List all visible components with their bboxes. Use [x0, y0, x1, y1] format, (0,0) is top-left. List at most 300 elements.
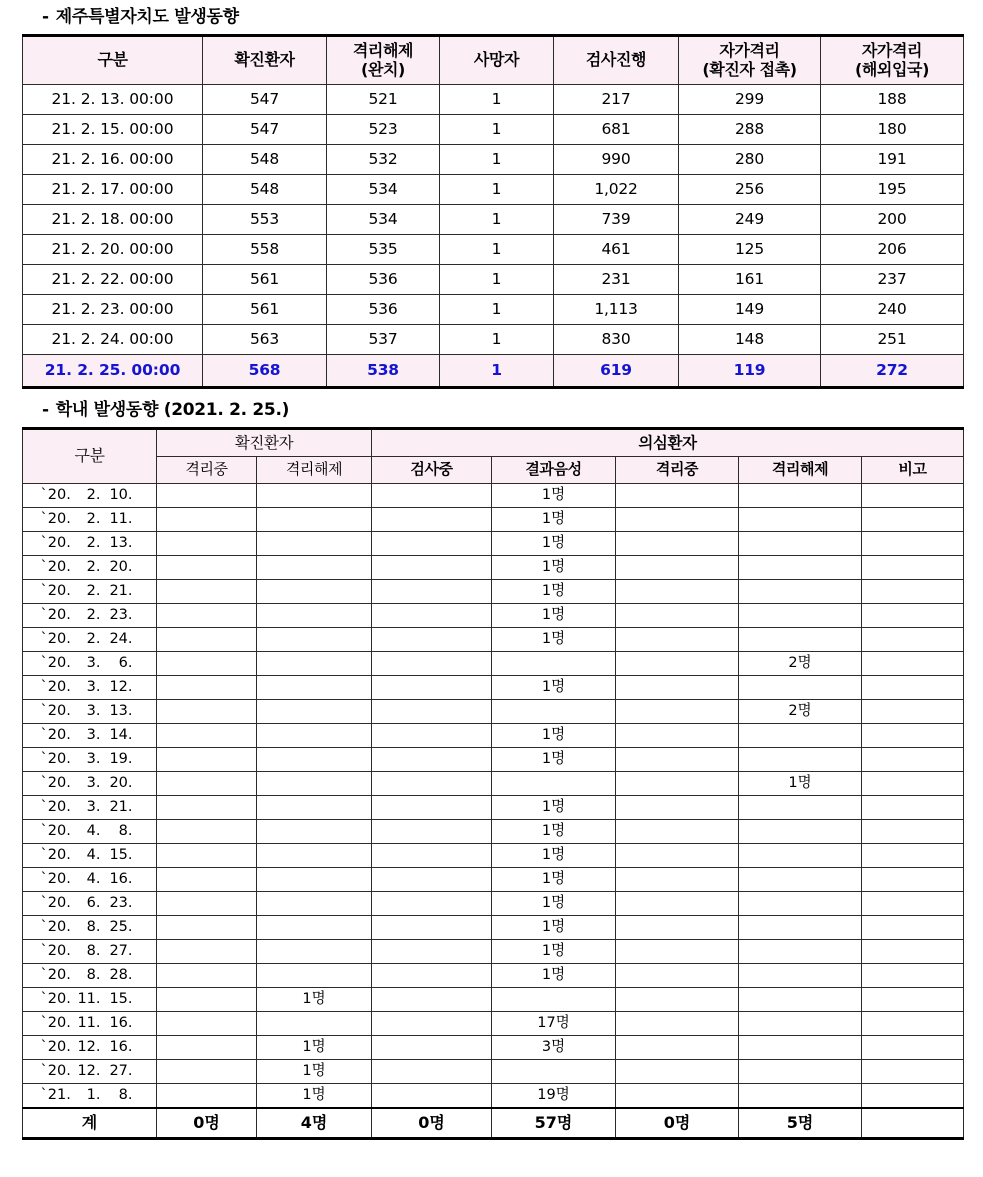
cell-confirmed-released	[257, 844, 372, 868]
row-date-year: `20.	[40, 654, 71, 671]
row-date-year: `20.	[40, 966, 71, 983]
group-header-confirmed: 확진환자	[157, 429, 372, 457]
row-date: 21. 2. 16. 00:00	[23, 145, 203, 175]
cell-suspected-negative: 1명	[492, 820, 616, 844]
cell-remark	[862, 844, 964, 868]
col-header-confirmed	[203, 36, 327, 85]
table-row	[23, 1060, 964, 1084]
cell-confirmed-released	[257, 940, 372, 964]
table-row	[23, 868, 964, 892]
col-header-quarantine-overseas-label: 자가격리	[861, 41, 923, 61]
row-testing: 1,113	[554, 295, 679, 325]
provincial-header-row	[23, 36, 964, 85]
row-date-month: 8.	[86, 966, 101, 983]
row-date-day: 27.	[109, 1062, 133, 1079]
row-date-year: `20.	[40, 894, 71, 911]
row-date-day: 15.	[109, 990, 133, 1007]
row-date-year: `20.	[40, 558, 71, 575]
cell-suspected-testing	[372, 652, 492, 676]
row-date	[23, 700, 157, 724]
cell-suspected-released	[739, 724, 862, 748]
cell-suspected-released: 2명	[739, 700, 862, 724]
cell-suspected-released	[739, 508, 862, 532]
row-date-year: `20.	[40, 678, 71, 695]
cell-suspected-released	[739, 916, 862, 940]
cell-suspected-negative	[492, 652, 616, 676]
row-date-month: 2.	[86, 486, 101, 503]
row-released: 536	[327, 295, 440, 325]
col-header-quarantine-overseas	[821, 36, 964, 85]
row-confirmed: 548	[203, 145, 327, 175]
col-header-suspected-isolating: 격리중	[616, 457, 739, 484]
row-date	[23, 748, 157, 772]
row-date-day: 6.	[118, 654, 133, 671]
table-row	[23, 235, 964, 265]
row-testing: 739	[554, 205, 679, 235]
row-date-year: `20.	[40, 1062, 71, 1079]
cell-suspected-released	[739, 676, 862, 700]
row-released: 534	[327, 175, 440, 205]
col-header-remark: 비고	[862, 457, 964, 484]
row-date: 21. 2. 23. 00:00	[23, 295, 203, 325]
row-date	[23, 1012, 157, 1036]
row-confirmed: 547	[203, 85, 327, 115]
row-date: 21. 2. 20. 00:00	[23, 235, 203, 265]
row-date	[23, 580, 157, 604]
cell-suspected-testing	[372, 628, 492, 652]
section-title-text: 제주특별자치도 발생동향	[55, 7, 239, 27]
table-row	[23, 1036, 964, 1060]
row-date-month: 2.	[86, 582, 101, 599]
row-quarantine-overseas: 272	[821, 355, 964, 388]
row-quarantine-overseas: 251	[821, 325, 964, 355]
row-quarantine-overseas: 180	[821, 115, 964, 145]
col-header-campus-gubun: 구분	[23, 429, 157, 484]
cell-confirmed-isolating	[157, 604, 257, 628]
cell-confirmed-released	[257, 700, 372, 724]
table-row	[23, 724, 964, 748]
cell-remark	[862, 700, 964, 724]
row-testing: 231	[554, 265, 679, 295]
row-quarantine-contact: 299	[679, 85, 821, 115]
row-testing: 681	[554, 115, 679, 145]
cell-suspected-released	[739, 1084, 862, 1109]
cell-suspected-testing	[372, 892, 492, 916]
cell-suspected-released	[739, 964, 862, 988]
cell-confirmed-released	[257, 532, 372, 556]
row-quarantine-overseas: 240	[821, 295, 964, 325]
cell-remark	[862, 940, 964, 964]
cell-remark	[862, 820, 964, 844]
cell-confirmed-isolating	[157, 580, 257, 604]
cell-remark	[862, 628, 964, 652]
cell-confirmed-released	[257, 964, 372, 988]
cell-confirmed-isolating	[157, 964, 257, 988]
cell-suspected-negative: 1명	[492, 628, 616, 652]
row-date	[23, 892, 157, 916]
cell-suspected-negative: 1명	[492, 532, 616, 556]
table-row	[23, 1084, 964, 1109]
total-suspected-released: 5명	[739, 1108, 862, 1139]
cell-suspected-negative: 1명	[492, 892, 616, 916]
cell-suspected-isolating	[616, 940, 739, 964]
row-date	[23, 796, 157, 820]
cell-suspected-released	[739, 988, 862, 1012]
row-date	[23, 988, 157, 1012]
table-row	[23, 676, 964, 700]
cell-remark	[862, 484, 964, 508]
table-row	[23, 820, 964, 844]
cell-suspected-isolating	[616, 1036, 739, 1060]
row-date-day: 13.	[109, 702, 133, 719]
cell-confirmed-released	[257, 604, 372, 628]
total-confirmed-released: 4명	[257, 1108, 372, 1139]
col-header-released	[327, 36, 440, 85]
col-header-suspected-negative: 결과음성	[492, 457, 616, 484]
cell-suspected-isolating	[616, 508, 739, 532]
table-row	[23, 844, 964, 868]
row-date-year: `20.	[40, 630, 71, 647]
row-quarantine-overseas: 191	[821, 145, 964, 175]
row-confirmed: 553	[203, 205, 327, 235]
cell-confirmed-released	[257, 748, 372, 772]
row-date-year: `20.	[40, 870, 71, 887]
row-confirmed: 561	[203, 265, 327, 295]
cell-remark	[862, 556, 964, 580]
row-confirmed: 558	[203, 235, 327, 265]
col-header-released-sub: (완치)	[361, 59, 405, 79]
cell-suspected-released	[739, 628, 862, 652]
row-released: 534	[327, 205, 440, 235]
row-released: 537	[327, 325, 440, 355]
cell-suspected-released	[739, 1012, 862, 1036]
row-date-year: `20.	[40, 486, 71, 503]
row-date-month: 3.	[86, 798, 101, 815]
table-row	[23, 484, 964, 508]
total-suspected-negative: 57명	[492, 1108, 616, 1139]
row-quarantine-contact: 161	[679, 265, 821, 295]
cell-suspected-isolating	[616, 652, 739, 676]
row-date: 21. 2. 13. 00:00	[23, 85, 203, 115]
cell-confirmed-released	[257, 820, 372, 844]
cell-suspected-testing	[372, 844, 492, 868]
cell-suspected-released	[739, 556, 862, 580]
row-testing: 461	[554, 235, 679, 265]
row-date-year: `20.	[40, 726, 71, 743]
cell-suspected-negative: 19명	[492, 1084, 616, 1109]
table-row	[23, 892, 964, 916]
row-date-day: 16.	[109, 1014, 133, 1031]
row-quarantine-contact: 288	[679, 115, 821, 145]
cell-suspected-testing	[372, 676, 492, 700]
row-quarantine-overseas: 206	[821, 235, 964, 265]
row-date-month: 11.	[77, 990, 101, 1007]
row-deaths: 1	[440, 325, 554, 355]
cell-suspected-isolating	[616, 604, 739, 628]
row-deaths: 1	[440, 295, 554, 325]
cell-confirmed-isolating	[157, 868, 257, 892]
cell-suspected-negative	[492, 700, 616, 724]
section-title-provincial	[0, 0, 983, 34]
table-row	[23, 145, 964, 175]
col-header-suspected-released: 격리해제	[739, 457, 862, 484]
cell-suspected-released	[739, 1036, 862, 1060]
cell-suspected-isolating	[616, 532, 739, 556]
col-header-deaths	[440, 36, 554, 85]
row-date	[23, 508, 157, 532]
cell-suspected-negative	[492, 988, 616, 1012]
row-date-month: 11.	[77, 1014, 101, 1031]
cell-confirmed-isolating	[157, 556, 257, 580]
row-date	[23, 820, 157, 844]
col-header-quarantine-contact	[679, 36, 821, 85]
cell-suspected-released	[739, 484, 862, 508]
row-date-day: 25.	[109, 918, 133, 935]
cell-confirmed-released	[257, 892, 372, 916]
row-confirmed: 561	[203, 295, 327, 325]
row-date-month: 1.	[86, 1086, 101, 1103]
cell-confirmed-isolating	[157, 844, 257, 868]
cell-suspected-negative: 3명	[492, 1036, 616, 1060]
row-released: 538	[327, 355, 440, 388]
row-date-month: 4.	[86, 870, 101, 887]
row-quarantine-overseas: 195	[821, 175, 964, 205]
cell-suspected-testing	[372, 988, 492, 1012]
bullet-marker-2: -	[42, 400, 49, 420]
cell-confirmed-released	[257, 772, 372, 796]
cell-confirmed-isolating	[157, 940, 257, 964]
row-date-month: 3.	[86, 774, 101, 791]
row-date: 21. 2. 25. 00:00	[23, 355, 203, 388]
row-quarantine-contact: 119	[679, 355, 821, 388]
table-row	[23, 508, 964, 532]
table-row	[23, 295, 964, 325]
cell-confirmed-released	[257, 556, 372, 580]
cell-remark	[862, 1084, 964, 1109]
row-deaths: 1	[440, 175, 554, 205]
cell-remark	[862, 1036, 964, 1060]
table-row	[23, 85, 964, 115]
cell-confirmed-isolating	[157, 484, 257, 508]
row-date: 21. 2. 24. 00:00	[23, 325, 203, 355]
provincial-table-wrapper	[0, 34, 983, 389]
table-row	[23, 700, 964, 724]
cell-confirmed-isolating	[157, 676, 257, 700]
cell-suspected-testing	[372, 700, 492, 724]
row-date-day: 21.	[109, 582, 133, 599]
row-date-year: `20.	[40, 942, 71, 959]
cell-suspected-negative	[492, 772, 616, 796]
row-date-month: 2.	[86, 510, 101, 527]
cell-suspected-isolating	[616, 676, 739, 700]
row-released: 523	[327, 115, 440, 145]
row-date-month: 8.	[86, 942, 101, 959]
cell-suspected-negative: 1명	[492, 724, 616, 748]
cell-confirmed-isolating	[157, 988, 257, 1012]
cell-confirmed-released	[257, 508, 372, 532]
row-quarantine-contact: 280	[679, 145, 821, 175]
cell-suspected-isolating	[616, 724, 739, 748]
row-date-month: 2.	[86, 558, 101, 575]
table-row	[23, 175, 964, 205]
row-testing: 619	[554, 355, 679, 388]
cell-confirmed-isolating	[157, 820, 257, 844]
row-date-day: 10.	[109, 486, 133, 503]
cell-suspected-released	[739, 748, 862, 772]
cell-suspected-negative: 1명	[492, 580, 616, 604]
row-date-year: `20.	[40, 990, 71, 1007]
bullet-marker: -	[42, 7, 49, 27]
cell-confirmed-released	[257, 916, 372, 940]
provincial-trend-table	[22, 34, 964, 389]
row-deaths: 1	[440, 205, 554, 235]
row-confirmed: 547	[203, 115, 327, 145]
provincial-table-body	[23, 85, 964, 388]
row-date-month: 2.	[86, 606, 101, 623]
row-date-day: 28.	[109, 966, 133, 983]
cell-remark	[862, 868, 964, 892]
cell-confirmed-isolating	[157, 1084, 257, 1109]
row-deaths: 1	[440, 85, 554, 115]
row-date	[23, 916, 157, 940]
cell-remark	[862, 532, 964, 556]
cell-suspected-isolating	[616, 820, 739, 844]
cell-suspected-testing	[372, 1060, 492, 1084]
row-date-month: 12.	[77, 1062, 101, 1079]
campus-table-body	[23, 484, 964, 1139]
row-date	[23, 1084, 157, 1109]
cell-confirmed-isolating	[157, 916, 257, 940]
table-row	[23, 964, 964, 988]
cell-remark	[862, 724, 964, 748]
cell-suspected-released	[739, 796, 862, 820]
row-date-month: 3.	[86, 750, 101, 767]
row-date-day: 20.	[109, 558, 133, 575]
cell-confirmed-released	[257, 628, 372, 652]
row-date-month: 2.	[86, 630, 101, 647]
cell-suspected-released	[739, 868, 862, 892]
cell-suspected-released	[739, 820, 862, 844]
cell-suspected-negative: 1명	[492, 484, 616, 508]
row-date-day: 8.	[118, 822, 133, 839]
row-date-month: 4.	[86, 846, 101, 863]
cell-suspected-negative: 1명	[492, 604, 616, 628]
cell-suspected-testing	[372, 820, 492, 844]
cell-remark	[862, 580, 964, 604]
table-row	[23, 115, 964, 145]
table-row	[23, 556, 964, 580]
cell-remark	[862, 1012, 964, 1036]
row-date-day: 19.	[109, 750, 133, 767]
cell-remark	[862, 964, 964, 988]
row-date-day: 23.	[109, 606, 133, 623]
row-date-year: `20.	[40, 510, 71, 527]
cell-suspected-negative: 17명	[492, 1012, 616, 1036]
cell-suspected-isolating	[616, 484, 739, 508]
cell-remark	[862, 604, 964, 628]
row-testing: 990	[554, 145, 679, 175]
col-header-testing	[554, 36, 679, 85]
row-date-day: 20.	[109, 774, 133, 791]
row-date	[23, 676, 157, 700]
cell-confirmed-isolating	[157, 1036, 257, 1060]
row-deaths: 1	[440, 235, 554, 265]
row-date-year: `20.	[40, 822, 71, 839]
cell-confirmed-isolating	[157, 772, 257, 796]
cell-suspected-negative: 1명	[492, 748, 616, 772]
col-header-suspected-testing: 검사중	[372, 457, 492, 484]
row-confirmed: 548	[203, 175, 327, 205]
row-date-day: 8.	[118, 1086, 133, 1103]
row-date	[23, 556, 157, 580]
col-header-confirmed-released: 격리해제	[257, 457, 372, 484]
row-date	[23, 1060, 157, 1084]
row-date-year: `20.	[40, 1014, 71, 1031]
cell-confirmed-isolating	[157, 628, 257, 652]
row-quarantine-overseas: 237	[821, 265, 964, 295]
cell-remark	[862, 652, 964, 676]
cell-suspected-isolating	[616, 556, 739, 580]
campus-table-head	[23, 429, 964, 484]
cell-suspected-testing	[372, 580, 492, 604]
cell-suspected-negative: 1명	[492, 508, 616, 532]
cell-suspected-testing	[372, 772, 492, 796]
col-header-gubun	[23, 36, 203, 85]
col-header-gubun-label: 구분	[97, 50, 128, 70]
cell-suspected-isolating	[616, 1012, 739, 1036]
cell-suspected-negative: 1명	[492, 556, 616, 580]
row-released: 532	[327, 145, 440, 175]
row-date-month: 4.	[86, 822, 101, 839]
row-date-year: `21.	[40, 1086, 71, 1103]
cell-remark	[862, 1060, 964, 1084]
cell-suspected-released: 1명	[739, 772, 862, 796]
table-row	[23, 772, 964, 796]
provincial-table-head	[23, 36, 964, 85]
cell-confirmed-released	[257, 580, 372, 604]
row-date-year: `20.	[40, 798, 71, 815]
row-quarantine-overseas: 188	[821, 85, 964, 115]
table-row	[23, 916, 964, 940]
col-header-testing-label: 검사진행	[585, 50, 647, 70]
row-date-day: 13.	[109, 534, 133, 551]
cell-suspected-isolating	[616, 892, 739, 916]
row-date-day: 11.	[109, 510, 133, 527]
cell-confirmed-released	[257, 676, 372, 700]
cell-suspected-isolating	[616, 868, 739, 892]
cell-suspected-isolating	[616, 700, 739, 724]
cell-suspected-released: 2명	[739, 652, 862, 676]
row-date-month: 3.	[86, 702, 101, 719]
row-quarantine-contact: 148	[679, 325, 821, 355]
row-quarantine-contact: 149	[679, 295, 821, 325]
table-row	[23, 940, 964, 964]
table-row	[23, 748, 964, 772]
cell-suspected-isolating	[616, 988, 739, 1012]
cell-confirmed-isolating	[157, 724, 257, 748]
cell-confirmed-isolating	[157, 700, 257, 724]
row-deaths: 1	[440, 265, 554, 295]
row-date	[23, 1036, 157, 1060]
cell-confirmed-released: 1명	[257, 1036, 372, 1060]
cell-suspected-negative: 1명	[492, 676, 616, 700]
row-date-day: 24.	[109, 630, 133, 647]
col-header-deaths-label: 사망자	[473, 50, 520, 70]
cell-suspected-testing	[372, 1036, 492, 1060]
campus-header-row-sub	[23, 457, 964, 484]
cell-suspected-released	[739, 844, 862, 868]
cell-confirmed-isolating	[157, 508, 257, 532]
